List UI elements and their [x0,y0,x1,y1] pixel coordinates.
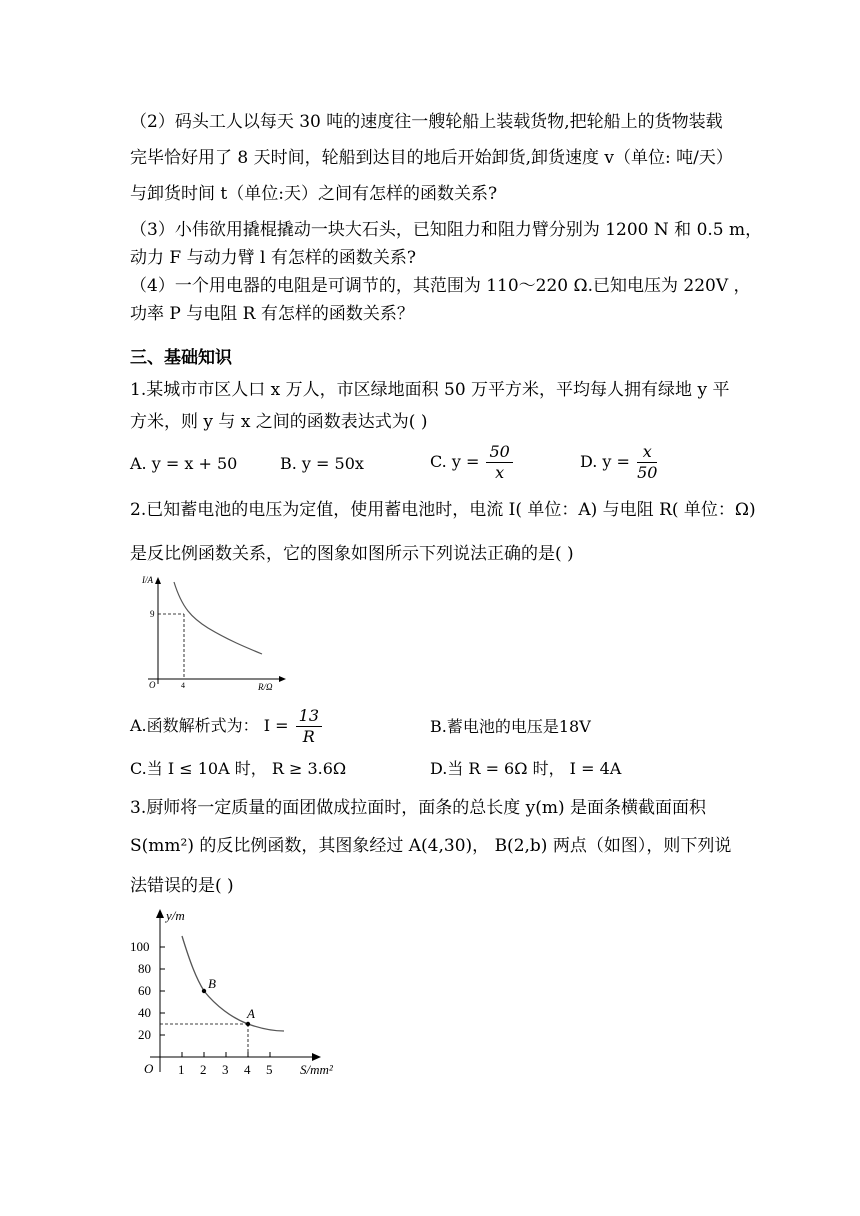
y-axis-label: I/A [142,575,153,585]
inverse-curve [182,936,284,1031]
problem1-option-d-fraction [637,442,657,483]
fraction-denominator: 50 [637,463,658,482]
q4-line-2: 功率 P 与电阻 R 有怎样的函数关系？ [130,304,414,324]
x-tick-2: 2 [200,1062,207,1077]
point-a-label: A [247,1006,255,1021]
problem1-option-a: A. y = x + 50 [130,454,238,473]
problem1-option-d [580,442,657,483]
q4-line-1: （4）一个用电器的电阻是可调节的，其范围为 110～220 Ω.已知电压为 220V ， [130,276,751,296]
problem2-option-b: B.蓄电池的电压是18V [430,717,591,736]
fraction-numerator: x [637,442,657,463]
y-tick-100: 100 [130,939,150,954]
problem2-line-2: 是反比例函数关系，它的图象如图所示下列说法正确的是( ) [130,544,574,564]
problem2-option-c: C.当 I ≤ 10A 时， R ≥ 3.6Ω [130,759,347,778]
section-title: 三、基础知识 [130,348,232,368]
problem2-option-d: D.当 R = 6Ω 时， I = 4A [430,759,622,778]
fraction-denominator: R [302,727,315,746]
x-axis-label: R/Ω [258,682,273,692]
problem1-option-c [430,442,513,483]
x-tick-4: 4 [244,1062,251,1077]
problem1-option-c-prefix: C. y = [430,452,480,471]
problem1-option-b: B. y = 50x [280,454,364,473]
origin-label: O [144,1061,154,1076]
problem2-option-a-prefix: A.函数解析式为： I = [130,716,289,735]
problem1-line-1: 1.某城市市区人口 x 万人，市区绿地面积 50 万平方米，平均每人拥有绿地 y 平 [130,380,730,400]
problem3-line-2: S(mm²) 的反比例函数，其图象经过 A(4,30)， B(2,b) 两点（如图），则下列说 [130,836,732,856]
x-tick-marks [182,1052,270,1057]
fraction-numerator: 13 [296,706,322,727]
x-tick-1: 1 [178,1062,185,1077]
y-tick-marks [160,947,165,1035]
y-axis-arrow [156,909,164,918]
problem2-option-a [130,706,322,747]
y-tick-80: 80 [138,961,151,976]
q2-line-2: 完毕恰好用了 8 天时间，轮船到达目的地后开始卸货,卸货速度 v（单位: 吨/天） [130,148,733,168]
inverse-curve [174,582,262,654]
problem1-option-c-fraction [486,442,512,483]
x-axis-arrow [312,1053,321,1061]
y-axis-label: y/m [166,908,185,923]
problem3-graph [128,906,358,1084]
q2-line-3: 与卸货时间 t（单位:天）之间有怎样的函数关系? [130,184,498,204]
x-axis-label: S/mm² [300,1062,333,1077]
problem1-line-2: 方米，则 y 与 x 之间的函数表达式为( ) [130,412,428,432]
x-axis-arrow [279,676,286,682]
fraction-denominator: x [495,463,505,482]
point-b-marker [202,989,206,993]
problem2-line-1: 2.已知蓄电池的电压为定值，使用蓄电池时，电流 I( 单位：A) 与电阻 R( 单位：Ω) [130,500,756,520]
problem3-line-3: 法错误的是( ) [130,876,234,896]
problem3-line-1: 3.厨师将一定质量的面团做成拉面时，面条的总长度 y(m) 是面条横截面面积 [130,798,707,818]
point-b-label: B [208,976,216,991]
y-tick-60: 60 [138,983,151,998]
fraction-numerator: 50 [486,442,512,463]
problem2-graph [130,574,290,694]
y-tick-label: 9 [150,609,155,619]
x-tick-label: 4 [181,681,185,690]
x-tick-3: 3 [222,1062,229,1077]
q3-line-2: 动力 F 与动力臂 l 有怎样的函数关系? [130,248,416,268]
y-tick-40: 40 [138,1005,151,1020]
origin-label: O [149,680,156,690]
q2-line-1: （2）码头工人以每天 30 吨的速度往一艘轮船上装载货物,把轮船上的货物装载 [130,112,723,132]
x-tick-5: 5 [266,1062,273,1077]
problem1-option-d-prefix: D. y = [580,452,630,471]
y-tick-20: 20 [138,1027,151,1042]
point-a-marker [246,1022,250,1026]
problem2-option-a-fraction [296,706,322,747]
y-axis-arrow [155,577,161,584]
q3-line-1: （3）小伟欲用撬棍撬动一块大石头，已知阻力和阻力臂分别为 1200 N 和 0.5 m， [130,220,763,240]
